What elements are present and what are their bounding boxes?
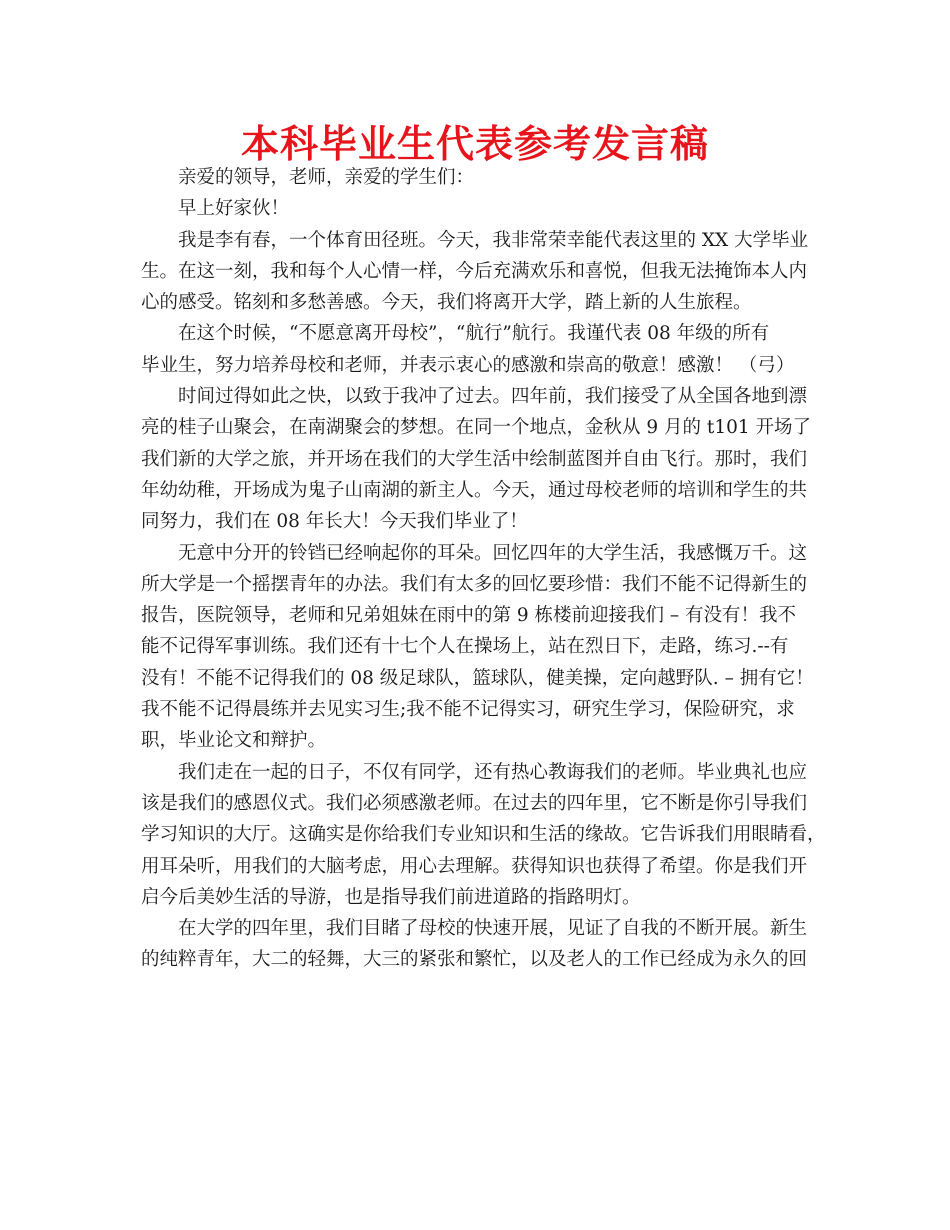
greeting-line: 亲爱的领导，老师，亲爱的学生们： [178, 167, 475, 188]
paragraph-line: 学习知识的大厅。这确实是你给我们专业知识和生活的缘故。它告诉我们用眼睛看， [141, 824, 826, 846]
paragraph-line: 报告，医院领导，老师和兄弟姐妹在雨中的第 9 栋楼前迎接我们 – 有没有！我不 [141, 605, 797, 627]
paragraph-line: 在这个时候，“不愿意离开母校”，“航行”航行。我谨代表 08 年级的所有 [178, 323, 770, 345]
paragraph-line: 该是我们的感恩仪式。我们必须感激老师。在过去的四年里，它不断是你引导我们 [141, 792, 808, 814]
paragraph-line: 我们新的大学之旅，并开场在我们的大学生活中绘制蓝图并自由飞行。那时，我们 [141, 448, 808, 470]
paragraph-line: 亮的桂子山聚会，在南湖聚会的梦想。在同一个地点，金秋从 9 月的 t101 开场了 [141, 417, 812, 439]
paragraph-line: 我不能不记得晨练并去见实习生;我不能不记得实习，研究生学习，保险研究，求 [141, 699, 795, 721]
paragraph-line: 我是李有春，一个体育田径班。今天，我非常荣幸能代表这里的 XX 大学毕业 [178, 229, 809, 251]
paragraph-line: 职，毕业论文和辩护。 [141, 730, 327, 752]
paragraph-line: 我们走在一起的日子，不仅有同学，还有热心教诲我们的老师。毕业典礼也应 [178, 761, 808, 783]
paragraph-line: 没有！不能不记得我们的 08 级足球队，篮球队，健美操，定向越野队. – 拥有它！ [141, 667, 814, 689]
paragraph-line: 无意中分开的铃铛已经响起你的耳朵。回忆四年的大学生活，我感慨万千。这 [178, 542, 808, 564]
paragraph-line: 时间过得如此之快，以致于我冲了过去。四年前，我们接受了从全国各地到漂 [178, 386, 808, 408]
paragraph-line: 生。在这一刻，我和每个人心情一样，今后充满欢乐和喜悦，但我无法掩饰本人内 [141, 260, 808, 282]
paragraph-line: 毕业生，努力培养母校和老师，并表示衷心的感激和崇高的敬意！感激！ （弓） [141, 354, 795, 376]
greeting-line: 早上好家伙！ [178, 198, 290, 220]
paragraph-line: 用耳朵听，用我们的大脑考虑，用心去理解。获得知识也获得了希望。你是我们开 [141, 855, 808, 877]
paragraph-line: 心的感受。铭刻和多愁善感。今天，我们将离开大学，踏上新的人生旅程。 [141, 292, 752, 314]
document-title: 本科毕业生代表参考发言稿 [240, 122, 709, 166]
paragraph-line: 启今后美妙生活的导游，也是指导我们前进道路的指路明灯。 [141, 886, 641, 908]
document-body [141, 162, 826, 976]
paragraph-line: 所大学是一个摇摆青年的办法。我们有太多的回忆要珍惜：我们不能不记得新生的 [141, 573, 808, 595]
paragraph-line: 的纯粹青年，大二的轻舞，大三的紧张和繁忙，以及老人的工作已经成为永久的回 [141, 949, 808, 971]
paragraph-line: 能不记得军事训练。我们还有十七个人在操场上，站在烈日下，走路，练习.--有 [141, 636, 789, 658]
paragraph-line: 年幼幼稚，开场成为鬼子山南湖的新主人。今天，通过母校老师的培训和学生的共 [141, 479, 808, 501]
paragraph-line: 在大学的四年里，我们目睹了母校的快速开展，见证了自我的不断开展。新生 [178, 918, 808, 940]
paragraph-line: 同努力，我们在 08 年长大！今天我们毕业了！ [141, 511, 528, 533]
